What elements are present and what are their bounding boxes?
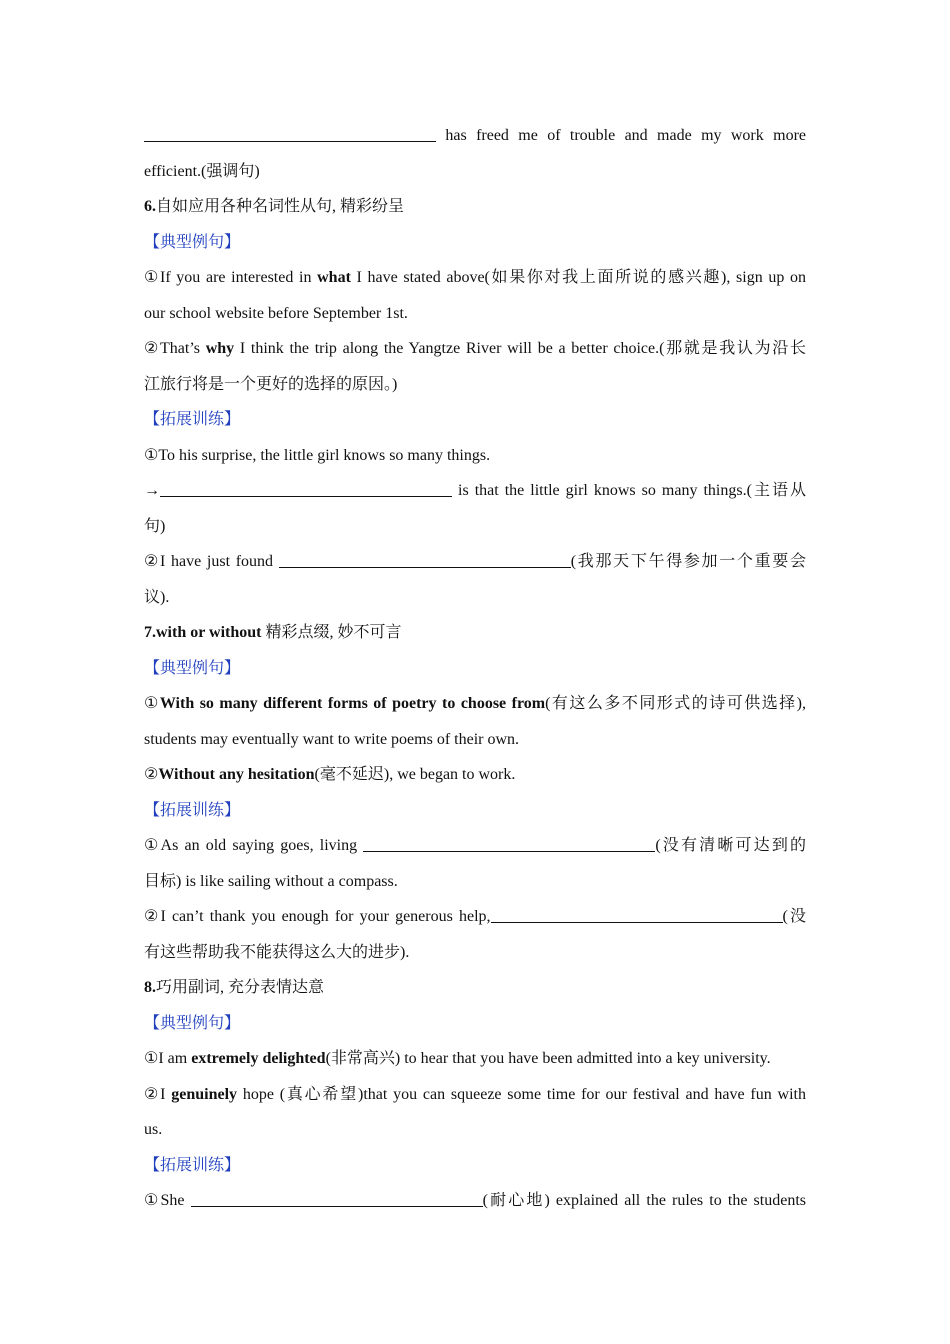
item7-practice1: ①As an old saying goes, living (没有清晰可达到的 xyxy=(144,837,806,854)
item8-heading: 8.巧用副词, 充分表情达意 xyxy=(144,979,325,996)
item6-practice1-rewrite: → is that the little girl knows so many things.(主语从 xyxy=(144,482,806,499)
item7-example1-cont: students may eventually want to write poems of their own. xyxy=(144,730,520,748)
answer-blank[interactable] xyxy=(160,480,452,497)
item6-practice2: ②I have just found (我那天下午得参加一个重要会 xyxy=(144,553,806,570)
item7-practice1-end: 目标) is like sailing without a compass. xyxy=(144,872,398,890)
item7-practice2-end: 有这些帮助我不能获得这么大的进步). xyxy=(144,943,410,961)
item7-practice-tag: 【拓展训练】 xyxy=(144,801,241,819)
item6-practice-tag: 【拓展训练】 xyxy=(144,411,241,428)
item6-practice1-end: 句) xyxy=(144,517,166,535)
item8-example2: ②I genuinely hope (真心希望)that you can squeeze some time for our festival and have fun with xyxy=(144,1085,806,1103)
item6-practice1: ①To his surprise, the little girl knows so many things. xyxy=(144,446,491,464)
item5-line1: has freed me of trouble and made my work more xyxy=(144,118,806,154)
item6-example1-cont: our school website before September 1st. xyxy=(144,304,408,322)
item6-example2-cont: 江旅行将是一个更好的选择的原因。) xyxy=(144,375,398,393)
item7-heading: 7.with or without 精彩点缀, 妙不可言 xyxy=(144,624,402,641)
item7-example-tag: 【典型例句】 xyxy=(144,659,241,677)
item6-example-tag: 【典型例句】 xyxy=(144,233,241,251)
item8-example1: ①I am extremely delighted(非常高兴) to hear that you have been admitted into a key university. xyxy=(144,1050,771,1067)
item8-practice1: ①She (耐心地) explained all the rules to the students xyxy=(144,1192,806,1209)
item8-example2-cont: us. xyxy=(144,1121,163,1138)
item6-example1: ①If you are interested in what I have stated above(如果你对我上面所说的感兴趣), sign up on xyxy=(144,269,806,286)
item8-practice-tag: 【拓展训练】 xyxy=(144,1156,241,1174)
answer-blank[interactable] xyxy=(144,125,436,142)
document-page xyxy=(144,118,806,1219)
item6-practice2-end: 议). xyxy=(144,588,170,606)
answer-blank[interactable] xyxy=(279,551,571,568)
item7-practice2: ②I can’t thank you enough for your generous help, (没 xyxy=(144,908,806,925)
answer-blank[interactable] xyxy=(191,1190,483,1207)
item5-line2: efficient.(强调句) xyxy=(144,162,260,180)
item6-example2: ②That’s why I think the trip along the Yangtze River will be a better choice.(那就是我认为沿长 xyxy=(144,340,806,357)
item6-heading: 6.自如应用各种名词性从句, 精彩纷呈 xyxy=(144,198,405,215)
item8-example-tag: 【典型例句】 xyxy=(144,1014,241,1032)
answer-blank[interactable] xyxy=(363,835,655,852)
item7-example2: ②Without any hesitation(毫不延迟), we began to work. xyxy=(144,766,516,783)
answer-blank[interactable] xyxy=(491,906,783,923)
item7-example1: ①With so many different forms of poetry to choose from(有这么多不同形式的诗可供选择), xyxy=(144,695,806,712)
